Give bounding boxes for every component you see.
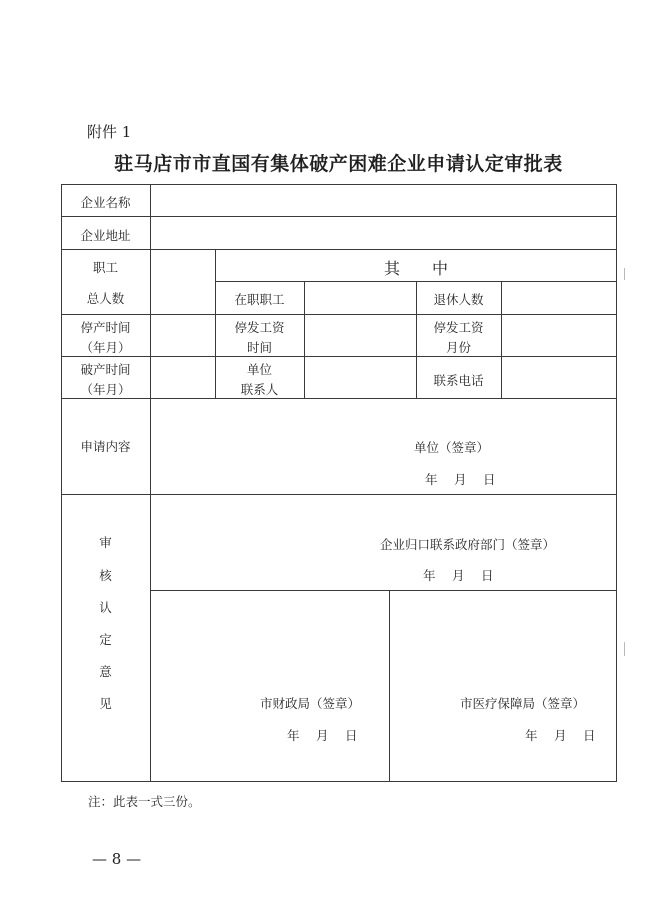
label-stop-production: 停产时间 [80, 320, 131, 335]
contact-person-field[interactable] [305, 357, 416, 398]
scan-mark [624, 268, 625, 280]
label-stop-production-unit: （年月） [80, 340, 131, 355]
stop-wage-time-field[interactable] [305, 315, 416, 356]
stop-production-field[interactable] [151, 315, 215, 356]
review-char-3: 认 [99, 600, 112, 615]
review-char-2: 核 [99, 568, 112, 583]
label-phone: 联系电话 [433, 373, 484, 388]
label-total-staff: 总人数 [86, 291, 125, 306]
review-char-5: 意 [99, 664, 112, 679]
label-of-which: 其 中 [383, 259, 448, 278]
apply-content-field[interactable] [151, 399, 616, 494]
finance-date: 年 月 日 [287, 728, 358, 743]
label-bankrupt-unit: （年月） [80, 382, 131, 397]
on-job-staff-field[interactable] [305, 282, 416, 314]
form-title: 驻马店市市直国有集体破产困难企业申请认定审批表 [114, 153, 563, 175]
label-bankrupt-time: 破产时间 [80, 362, 131, 377]
label-apply-content: 申请内容 [80, 439, 131, 454]
review-char-6: 见 [99, 696, 112, 711]
gov-dept-date: 年 月 日 [423, 568, 494, 583]
finance-opinion-field[interactable] [151, 591, 389, 781]
company-address-field[interactable] [151, 217, 616, 249]
apply-date: 年 月 日 [425, 472, 496, 487]
scan-mark [624, 642, 625, 656]
label-company-address: 企业地址 [80, 228, 131, 243]
review-char-4: 定 [99, 632, 112, 647]
total-staff-field[interactable] [151, 250, 215, 314]
retired-field[interactable] [502, 282, 616, 314]
label-retired: 退休人数 [433, 292, 484, 307]
phone-field[interactable] [502, 357, 616, 398]
label-company-name: 企业名称 [80, 195, 131, 210]
company-name-field[interactable] [151, 185, 616, 216]
medical-opinion-field[interactable] [390, 591, 616, 781]
label-stop-wage-time: 时间 [246, 340, 272, 355]
medical-seal-label: 市医疗保障局（签章） [460, 696, 586, 711]
label-on-job-staff: 在职职工 [234, 292, 285, 307]
finance-seal-label: 市财政局（签章） [260, 696, 361, 711]
page-number: — 8 — [92, 850, 142, 868]
label-unit: 单位 [246, 362, 272, 377]
medical-date: 年 月 日 [525, 728, 596, 743]
stop-wage-month-field[interactable] [502, 315, 616, 356]
unit-seal-label: 单位（签章） [414, 440, 490, 455]
review-char-1: 审 [99, 535, 112, 550]
label-contact-person: 联系人 [240, 382, 279, 397]
gov-dept-seal-label: 企业归口联系政府部门（签章） [380, 537, 556, 552]
footnote: 注：此表一式三份。 [88, 794, 201, 809]
label-staff: 职工 [92, 260, 118, 275]
label-stop-wage: 停发工资 [234, 320, 285, 335]
label-stop-wage-month: 停发工资 [433, 320, 484, 335]
bankrupt-time-field[interactable] [151, 357, 215, 398]
label-stop-wage-month-unit: 月份 [445, 340, 471, 355]
attachment-label: 附件 1 [87, 123, 132, 141]
